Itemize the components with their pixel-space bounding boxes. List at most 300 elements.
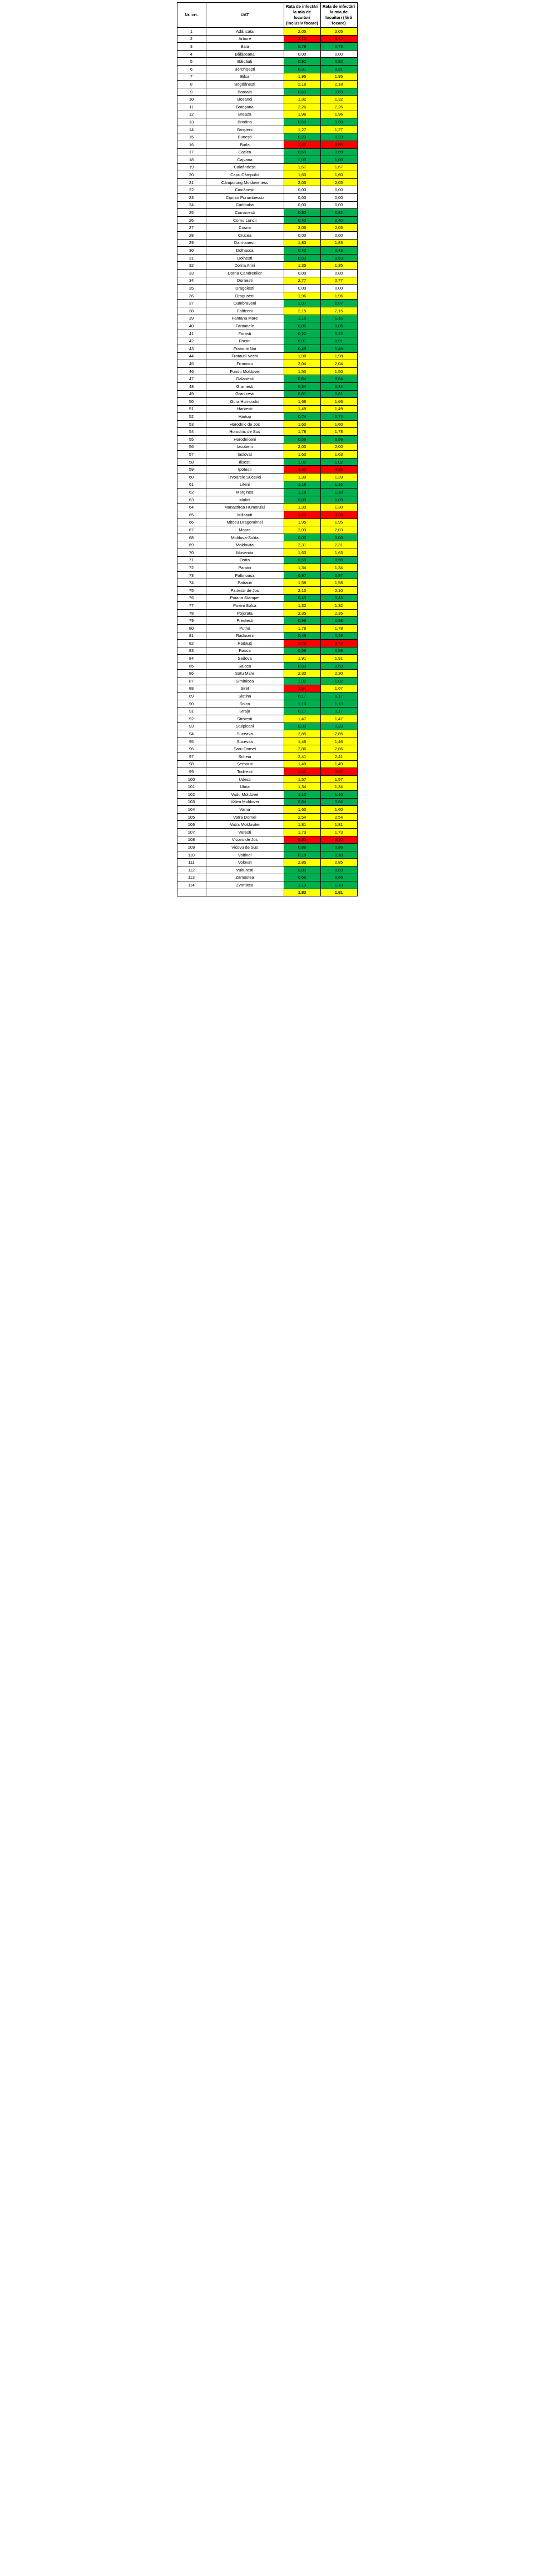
- cell-rate-including: 0,66: [284, 874, 320, 881]
- cell-rate-excluding: 2,85: [320, 859, 357, 866]
- table-row: [177, 730, 357, 738]
- table-row: [177, 88, 357, 96]
- cell-rate-excluding: 0,00: [320, 534, 357, 541]
- cell-nr: 86: [177, 670, 206, 677]
- cell-rate-including: 1,60: [284, 806, 320, 814]
- cell-uat: Suceava: [206, 730, 284, 738]
- cell-rate-including: 1,96: [284, 111, 320, 118]
- table-row: [177, 677, 357, 685]
- cell-rate-including: 0,33: [284, 723, 320, 730]
- cell-uat: Berchișești: [206, 65, 284, 73]
- cell-rate-including: 0,23: [284, 133, 320, 141]
- cell-rate-including: 1,30: [284, 504, 320, 511]
- cell-rate-excluding: 1,13: [320, 700, 357, 707]
- cell-rate-excluding: 1,47: [320, 715, 357, 723]
- table-row: [177, 489, 357, 496]
- cell-rate-including: 0,43: [284, 247, 320, 255]
- cell-rate-including: 1,95: [284, 519, 320, 526]
- cell-nr: 33: [177, 270, 206, 277]
- cell-rate-including: 2,10: [284, 586, 320, 594]
- cell-uat: Vicovu de Sus: [206, 844, 284, 851]
- header-rate-including-outbreaks: Rata de infectări la mia de locuitori (inclusiv focare): [284, 3, 320, 28]
- cell-rate-excluding: 0,49: [320, 345, 357, 352]
- cell-rate-including: 2,41: [284, 753, 320, 761]
- cell-nr: 10: [177, 96, 206, 103]
- cell-nr: 13: [177, 118, 206, 126]
- table-row: [177, 96, 357, 103]
- page-container: [0, 0, 534, 896]
- table-row: [177, 790, 357, 798]
- cell-nr: 88: [177, 685, 206, 692]
- cell-uat: Baia: [206, 43, 284, 51]
- cell-uat: Todiresti: [206, 768, 284, 776]
- cell-uat: Forasti: [206, 330, 284, 337]
- cell-rate-excluding: 2,86: [320, 745, 357, 753]
- cell-nr: 100: [177, 775, 206, 783]
- cell-uat: Șerbauti: [206, 760, 284, 768]
- cell-rate-excluding: 3,20: [320, 511, 357, 519]
- cell-rate-including: 1,13: [284, 700, 320, 707]
- cell-rate-including: 1,16: [284, 481, 320, 489]
- cell-uat: Moara: [206, 526, 284, 534]
- cell-uat: Moldova-Sulita: [206, 534, 284, 541]
- cell-rate-excluding: 0,64: [320, 798, 357, 806]
- cell-uat: Salcea: [206, 662, 284, 670]
- cell-rate-including: 1,66: [284, 398, 320, 406]
- cell-uat: Udesti: [206, 775, 284, 783]
- cell-rate-excluding: 2,04: [320, 360, 357, 368]
- table-row: [177, 617, 357, 625]
- cell-rate-excluding: 1,39: [320, 474, 357, 481]
- cell-rate-including: 0,31: [284, 65, 320, 73]
- cell-uat: Malini: [206, 496, 284, 504]
- cell-rate-excluding: 1,30: [320, 504, 357, 511]
- cell-rate-including: 1,78: [284, 624, 320, 632]
- cell-rate-including: 0,64: [284, 375, 320, 383]
- cell-nr: 71: [177, 556, 206, 564]
- cell-nr: 61: [177, 481, 206, 489]
- cell-rate-excluding: 0,83: [320, 866, 357, 874]
- cell-rate-excluding: 0,69: [320, 148, 357, 156]
- table-row: [177, 315, 357, 322]
- cell-rate-excluding: 2,05: [320, 28, 357, 36]
- cell-nr: 38: [177, 307, 206, 315]
- cell-nr: 99: [177, 768, 206, 776]
- cell-rate-including: 1,18: [284, 489, 320, 496]
- cell-rate-including: 1,07: [284, 300, 320, 307]
- cell-rate-including: 1,34: [284, 564, 320, 572]
- cell-rate-excluding: 0,31: [320, 65, 357, 73]
- cell-rate-including: 3,55: [284, 141, 320, 148]
- header-uat: UAT: [206, 3, 284, 28]
- cell-nr: 89: [177, 692, 206, 700]
- table-row: [177, 466, 357, 474]
- cell-uat: Horodnic de Sus: [206, 428, 284, 436]
- cell-uat: Darmanesti: [206, 239, 284, 247]
- cell-rate-including: 1,63: [284, 549, 320, 556]
- cell-nr: 12: [177, 111, 206, 118]
- cell-rate-including: 1,02: [284, 458, 320, 466]
- cell-rate-excluding: 3,55: [320, 141, 357, 148]
- cell-uat: Ipotesti: [206, 466, 284, 474]
- cell-rate-excluding: 2,10: [320, 586, 357, 594]
- cell-rate-excluding: 1,49: [320, 405, 357, 413]
- table-row: [177, 670, 357, 677]
- table-row: [177, 640, 357, 647]
- cell-nr: 94: [177, 730, 206, 738]
- table-row: [177, 270, 357, 277]
- cell-nr: 50: [177, 398, 206, 406]
- cell-rate-including: 0,58: [284, 647, 320, 655]
- cell-nr: 11: [177, 103, 206, 111]
- table-row: [177, 723, 357, 730]
- cell-nr: 80: [177, 624, 206, 632]
- cell-rate-including: 2,03: [284, 526, 320, 534]
- cell-rate-excluding: 0,89: [320, 496, 357, 504]
- cell-nr: 64: [177, 504, 206, 511]
- cell-rate-excluding: 1,60: [320, 806, 357, 814]
- cell-rate-excluding: 3,12: [320, 35, 357, 43]
- cell-uat: Dorna Candrenilor: [206, 270, 284, 277]
- cell-uat: Stroiesti: [206, 715, 284, 723]
- cell-rate-excluding: 1,78: [320, 428, 357, 436]
- cell-rate-excluding: 1,96: [320, 292, 357, 300]
- cell-nr: 20: [177, 171, 206, 179]
- cell-rate-including: 0,22: [284, 330, 320, 337]
- cell-rate-including: 5,30: [284, 836, 320, 844]
- cell-rate-excluding: 1,57: [320, 775, 357, 783]
- cell-rate-excluding: 1,96: [320, 111, 357, 118]
- table-row: [177, 163, 357, 171]
- cell-rate-excluding: 1,49: [320, 760, 357, 768]
- cell-rate-including: 3,34: [284, 685, 320, 692]
- cell-nr: 24: [177, 201, 206, 209]
- table-row: [177, 65, 357, 73]
- cell-nr: 95: [177, 738, 206, 745]
- cell-uat: Sadova: [206, 655, 284, 662]
- cell-nr: 65: [177, 511, 206, 519]
- cell-rate-excluding: 0,43: [320, 594, 357, 602]
- table-row: [177, 375, 357, 383]
- cell-nr: 93: [177, 723, 206, 730]
- header-nr: Nr. crt.: [177, 3, 206, 28]
- cell-rate-excluding: 0,63: [320, 88, 357, 96]
- cell-uat: Rasca: [206, 647, 284, 655]
- cell-rate-including: 3,79: [284, 640, 320, 647]
- cell-rate-including: 0,85: [284, 322, 320, 330]
- cell-uat: Milisauti: [206, 511, 284, 519]
- table-row: [177, 300, 357, 307]
- cell-uat: Slatina: [206, 692, 284, 700]
- table-row: [177, 836, 357, 844]
- cell-uat: Iacobeni: [206, 443, 284, 451]
- cell-nr: 70: [177, 549, 206, 556]
- cell-rate-excluding: 1,66: [320, 398, 357, 406]
- table-row: [177, 141, 357, 148]
- cell-uat: Zvoristea: [206, 881, 284, 889]
- cell-nr: 51: [177, 405, 206, 413]
- table-row: [177, 322, 357, 330]
- cell-uat: Hantesti: [206, 405, 284, 413]
- cell-nr: 25: [177, 209, 206, 217]
- cell-uat: Vulturesti: [206, 866, 284, 874]
- cell-nr: 5: [177, 58, 206, 66]
- cell-rate-excluding: 0,58: [320, 647, 357, 655]
- cell-uat: Breaza: [206, 111, 284, 118]
- cell-uat: Musenita: [206, 549, 284, 556]
- cell-uat: Partestii de Jos: [206, 586, 284, 594]
- table-row: [177, 707, 357, 715]
- cell-rate-including: 0,78: [284, 43, 320, 51]
- cell-nr: 34: [177, 277, 206, 285]
- cell-uat: Ostra: [206, 556, 284, 564]
- table-row: [177, 526, 357, 534]
- table-row: [177, 232, 357, 240]
- cell-rate-including: 1,60: [284, 420, 320, 428]
- cell-rate-excluding: 1,00: [320, 156, 357, 164]
- cell-nr: 6: [177, 65, 206, 73]
- cell-uat: Gramesti: [206, 382, 284, 390]
- table-row: [177, 602, 357, 610]
- cell-rate-including: 1,02: [284, 677, 320, 685]
- table-row: [177, 859, 357, 866]
- cell-rate-excluding: 0,17: [320, 707, 357, 715]
- table-row: [177, 474, 357, 481]
- table-row: [177, 586, 357, 594]
- cell-rate-excluding: 0,49: [320, 632, 357, 640]
- cell-rate-excluding: 0,82: [320, 209, 357, 217]
- cell-nr: 108: [177, 836, 206, 844]
- cell-nr: 28: [177, 232, 206, 240]
- table-row: [177, 881, 357, 889]
- cell-rate-including: 2,35: [284, 609, 320, 617]
- cell-nr: 9: [177, 88, 206, 96]
- cell-rate-excluding: 0,00: [320, 270, 357, 277]
- cell-rate-excluding: 2,05: [320, 178, 357, 186]
- cell-rate-including: 1,00: [284, 156, 320, 164]
- table-row: [177, 753, 357, 761]
- cell-rate-excluding: 1,60: [320, 171, 357, 179]
- cell-rate-including: 2,15: [284, 307, 320, 315]
- table-row: [177, 239, 357, 247]
- cell-rate-including: 0,34: [284, 382, 320, 390]
- table-row: [177, 828, 357, 836]
- cell-uat: Radauti: [206, 640, 284, 647]
- cell-rate-excluding: 1,98: [320, 352, 357, 360]
- cell-nr: 32: [177, 262, 206, 270]
- cell-nr: 57: [177, 451, 206, 459]
- cell-nr: 60: [177, 474, 206, 481]
- cell-uat: Adâncata: [206, 28, 284, 36]
- table-row: [177, 398, 357, 406]
- cell-nr: 2: [177, 35, 206, 43]
- cell-rate-excluding: 1,27: [320, 126, 357, 133]
- table-row: [177, 81, 357, 88]
- cell-uat: Radaseni: [206, 632, 284, 640]
- cell-nr: 110: [177, 851, 206, 859]
- cell-rate-including: 2,85: [284, 859, 320, 866]
- cell-rate-excluding: 0,86: [320, 844, 357, 851]
- table-row: [177, 337, 357, 345]
- cell-rate-including: 0,00: [284, 186, 320, 194]
- cell-rate-including: 0,00: [284, 50, 320, 58]
- cell-rate-excluding: 2,26: [320, 103, 357, 111]
- cell-rate-excluding: 0,00: [320, 285, 357, 292]
- cell-uat: Granicesti: [206, 390, 284, 398]
- table-row: [177, 428, 357, 436]
- cell-uat: Câmpulung Moldovenesc: [206, 178, 284, 186]
- cell-rate-including: 1,98: [284, 352, 320, 360]
- cell-rate-excluding: 2,03: [320, 526, 357, 534]
- table-row: [177, 760, 357, 768]
- header-rate-excluding-outbreaks: Rata de infectări la mia de locuitori (fără focare): [320, 3, 357, 28]
- table-row: [177, 35, 357, 43]
- table-row: [177, 382, 357, 390]
- cell-rate-including: 1,47: [284, 715, 320, 723]
- cell-rate-excluding: 1,58: [320, 579, 357, 587]
- cell-rate-including: 2,54: [284, 813, 320, 821]
- table-row: [177, 43, 357, 51]
- cell-rate-excluding: 4,36: [320, 466, 357, 474]
- cell-rate-excluding: 1,10: [320, 790, 357, 798]
- table-row: [177, 367, 357, 375]
- cell-rate-including: 2,05: [284, 28, 320, 36]
- cell-nr: 106: [177, 821, 206, 829]
- table-row: [177, 277, 357, 285]
- cell-rate-excluding: 2,85: [320, 730, 357, 738]
- cell-rate-including: 1,10: [284, 790, 320, 798]
- cell-rate-including: 0,17: [284, 707, 320, 715]
- cell-rate-excluding: 0,78: [320, 43, 357, 51]
- cell-nr: 23: [177, 194, 206, 202]
- cell-uat: Cornu Luncii: [206, 216, 284, 224]
- cell-nr: 43: [177, 345, 206, 352]
- table-row: [177, 171, 357, 179]
- table-row: [177, 798, 357, 806]
- cell-rate-excluding: 3,79: [320, 640, 357, 647]
- cell-rate-excluding: 2,30: [320, 670, 357, 677]
- cell-uat: Vicovu de Jos: [206, 836, 284, 844]
- table-row: [177, 662, 357, 670]
- cell-rate-including: 0,89: [284, 496, 320, 504]
- cell-rate-excluding: 0,50: [320, 118, 357, 126]
- cell-rate-excluding: 1,67: [320, 163, 357, 171]
- cell-rate-including: 0,43: [284, 594, 320, 602]
- cell-rate-excluding: 0,33: [320, 723, 357, 730]
- table-row: [177, 813, 357, 821]
- cell-nr: 36: [177, 292, 206, 300]
- table-row: [177, 451, 357, 459]
- cell-rate-including: 0,97: [284, 571, 320, 579]
- cell-rate-including: 1,15: [284, 315, 320, 322]
- cell-uat: Bălăceana: [206, 50, 284, 58]
- cell-rate-excluding: 0,81: [320, 390, 357, 398]
- table-row: [177, 285, 357, 292]
- cell-rate-including: 1,49: [284, 760, 320, 768]
- cell-rate-excluding: 1,81: [320, 821, 357, 829]
- cell-uat: Bălcăuți: [206, 58, 284, 66]
- cell-uat: Broșteni: [206, 126, 284, 133]
- cell-uat: Șaru Dornei: [206, 745, 284, 753]
- cell-rate-including: 1,13: [284, 881, 320, 889]
- cell-rate-excluding: 1,95: [320, 73, 357, 81]
- table-row: [177, 28, 357, 36]
- cell-rate-excluding: 1,46: [320, 738, 357, 745]
- cell-nr: 56: [177, 443, 206, 451]
- cell-nr: 27: [177, 224, 206, 232]
- cell-nr: 40: [177, 322, 206, 330]
- table-row: [177, 851, 357, 859]
- cell-nr: 46: [177, 367, 206, 375]
- cell-rate-excluding: 1,02: [320, 677, 357, 685]
- cell-nr: 21: [177, 178, 206, 186]
- cell-rate-excluding: 1,32: [320, 602, 357, 610]
- cell-rate-including: 2,05: [284, 178, 320, 186]
- cell-uat: Cacica: [206, 148, 284, 156]
- cell-uat: Dolhesti: [206, 254, 284, 262]
- table-row: [177, 458, 357, 466]
- cell-nr: 107: [177, 828, 206, 836]
- table-row: [177, 821, 357, 829]
- cell-rate-including: 2,85: [284, 730, 320, 738]
- cell-rate-excluding: 1,81: [320, 889, 357, 896]
- cell-nr: 82: [177, 640, 206, 647]
- cell-uat: Fantanele: [206, 322, 284, 330]
- table-row: [177, 50, 357, 58]
- cell-uat: Straja: [206, 707, 284, 715]
- table-row: [177, 519, 357, 526]
- cell-rate-including: 0,17: [284, 692, 320, 700]
- cell-rate-including: 0,00: [284, 285, 320, 292]
- cell-rate-excluding: 0,56: [320, 436, 357, 444]
- table-row: [177, 534, 357, 541]
- cell-nr: 42: [177, 337, 206, 345]
- cell-uat: Boroaia: [206, 88, 284, 96]
- cell-uat: Horodnic de Jos: [206, 420, 284, 428]
- cell-nr: 41: [177, 330, 206, 337]
- cell-rate-excluding: 0,53: [320, 254, 357, 262]
- cell-rate-including: 0,82: [284, 209, 320, 217]
- table-row: [177, 564, 357, 572]
- cell-rate-excluding: 0,00: [320, 194, 357, 202]
- cell-nr: 112: [177, 866, 206, 874]
- cell-nr: 96: [177, 745, 206, 753]
- cell-nr: 59: [177, 466, 206, 474]
- cell-nr: 73: [177, 571, 206, 579]
- cell-rate-excluding: 0,91: [320, 337, 357, 345]
- cell-rate-including: 0,53: [284, 254, 320, 262]
- table-row: [177, 352, 357, 360]
- cell-nr: 103: [177, 798, 206, 806]
- cell-uat: Ciocănești: [206, 186, 284, 194]
- cell-rate-including: 0,00: [284, 270, 320, 277]
- table-row: [177, 700, 357, 707]
- cell-rate-excluding: 1,50: [320, 367, 357, 375]
- cell-rate-including: 4,36: [284, 466, 320, 474]
- table-row: [177, 247, 357, 255]
- cell-rate-excluding: 2,54: [320, 813, 357, 821]
- table-row: [177, 496, 357, 504]
- cell-rate-excluding: 1,32: [320, 96, 357, 103]
- table-row: [177, 783, 357, 791]
- table-row: [177, 556, 357, 564]
- table-row: [177, 148, 357, 156]
- table-body: [177, 28, 357, 896]
- cell-rate-excluding: 2,18: [320, 81, 357, 88]
- cell-rate-including: 1,46: [284, 738, 320, 745]
- cell-uat: Vatra Moldovitei: [206, 821, 284, 829]
- infection-rates-table: [177, 2, 358, 896]
